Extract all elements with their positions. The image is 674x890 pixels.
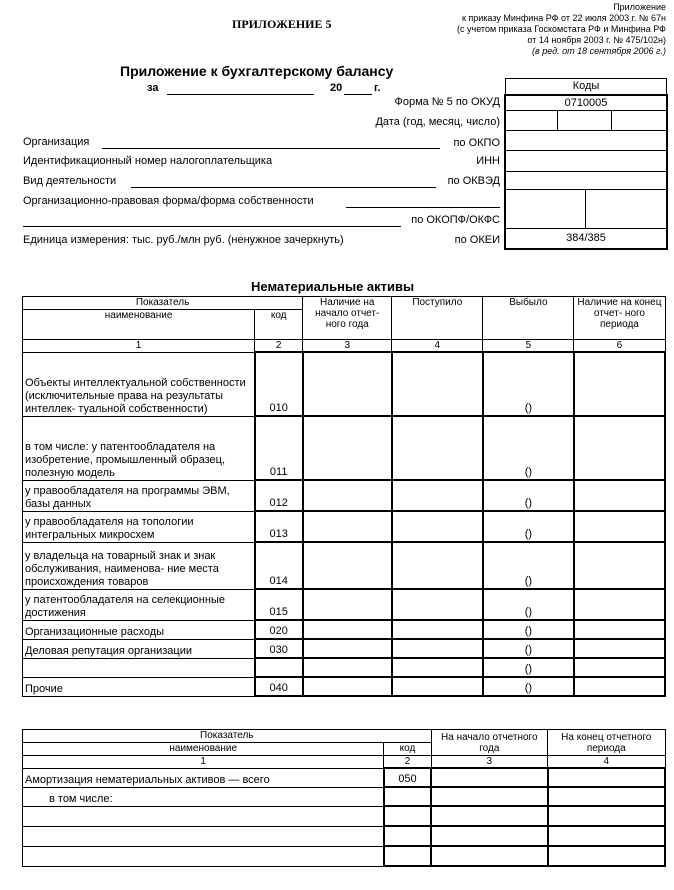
row-name: Организационные расходы bbox=[23, 620, 255, 639]
cell-start[interactable] bbox=[431, 806, 547, 826]
organization-label: Организация bbox=[23, 136, 90, 148]
cell-disposed[interactable]: () bbox=[483, 480, 574, 511]
inn-label: ИНН bbox=[476, 155, 500, 167]
row-code: 020 bbox=[255, 620, 303, 639]
cell-disposed[interactable]: () bbox=[483, 416, 574, 480]
okei-value: 384/385 bbox=[566, 232, 606, 244]
cell-received[interactable] bbox=[392, 352, 483, 416]
row-code: 050 bbox=[384, 768, 431, 787]
cell-received[interactable] bbox=[392, 511, 483, 542]
row-name: Прочие bbox=[23, 677, 255, 696]
table-row bbox=[23, 620, 666, 639]
date-label: Дата (год, месяц, число) bbox=[375, 116, 500, 128]
row-code bbox=[384, 826, 431, 846]
cell-end[interactable] bbox=[574, 352, 665, 416]
th-num: 3 bbox=[431, 756, 547, 769]
order-note bbox=[457, 2, 666, 57]
cell-end[interactable] bbox=[574, 639, 665, 658]
row-code bbox=[384, 846, 431, 866]
order-note-line: к приказу Минфина РФ от 22 июля 2003 г. № 67н bbox=[461, 13, 666, 23]
table-row bbox=[23, 542, 666, 589]
cell-received[interactable] bbox=[392, 677, 483, 696]
period-prefix: за bbox=[147, 82, 159, 94]
cell-start[interactable] bbox=[431, 846, 547, 866]
row-code bbox=[384, 787, 431, 806]
th-name: наименование bbox=[23, 310, 255, 340]
row-name bbox=[23, 846, 384, 866]
cell-end[interactable] bbox=[574, 480, 665, 511]
cell-disposed[interactable]: () bbox=[483, 620, 574, 639]
table-row bbox=[23, 787, 666, 806]
inn-name-label: Идентификационный номер налогоплательщика bbox=[23, 155, 273, 167]
period-suffix: г. bbox=[374, 82, 381, 94]
row-code bbox=[255, 658, 303, 677]
row-code: 011 bbox=[255, 416, 303, 480]
th-num: 4 bbox=[392, 340, 483, 353]
cell-received[interactable] bbox=[392, 542, 483, 589]
amortization-table bbox=[22, 729, 666, 867]
th-num: 1 bbox=[23, 340, 255, 353]
cell-end[interactable] bbox=[574, 542, 665, 589]
row-name: в том числе: bbox=[23, 787, 384, 806]
legal-form-line[interactable] bbox=[346, 207, 500, 208]
cell-disposed[interactable]: () bbox=[483, 511, 574, 542]
th-end: На конец отчетного периода bbox=[548, 730, 665, 756]
period-year: 20 bbox=[330, 82, 343, 94]
cell-received[interactable] bbox=[392, 480, 483, 511]
okved-label: по ОКВЭД bbox=[447, 175, 500, 187]
cell-start[interactable] bbox=[303, 352, 392, 416]
order-note-line: (в ред. от 18 сентября 2006 г.) bbox=[532, 46, 666, 56]
order-note-line: (с учетом приказа Госкомстата РФ и Минфина РФ bbox=[457, 24, 666, 34]
intangibles-table bbox=[22, 296, 666, 697]
activity-line[interactable] bbox=[131, 187, 436, 188]
organization-line[interactable] bbox=[102, 148, 440, 149]
cell-end[interactable] bbox=[548, 806, 665, 826]
cell-received[interactable] bbox=[392, 620, 483, 639]
form-title: Приложение к бухгалтерскому балансу bbox=[120, 63, 394, 79]
order-note-line: Приложение bbox=[613, 2, 666, 12]
th-indicator: Показатель bbox=[23, 730, 432, 743]
table-row bbox=[23, 416, 666, 480]
cell-disposed[interactable]: () bbox=[483, 589, 574, 620]
order-note-line: от 14 ноября 2003 г. № 475/102н) bbox=[527, 35, 666, 45]
cell-start[interactable] bbox=[303, 639, 392, 658]
row-code: 014 bbox=[255, 542, 303, 589]
row-name bbox=[23, 826, 384, 846]
th-start: Наличие на начало отчет- ного года bbox=[303, 297, 392, 340]
cell-start[interactable] bbox=[431, 787, 547, 806]
appendix-title: ПРИЛОЖЕНИЕ 5 bbox=[232, 17, 332, 31]
row-code: 010 bbox=[255, 352, 303, 416]
row-name bbox=[23, 806, 384, 826]
cell-received[interactable] bbox=[392, 589, 483, 620]
cell-end[interactable] bbox=[574, 658, 665, 677]
cell-start[interactable] bbox=[303, 542, 392, 589]
cell-start[interactable] bbox=[303, 658, 392, 677]
th-indicator: Показатель bbox=[23, 297, 303, 310]
row-name bbox=[23, 658, 255, 677]
table1-title: Нематериальные активы bbox=[251, 279, 415, 294]
row-name: Амортизация нематериальных активов — всего bbox=[23, 768, 384, 787]
legal-form-line-2[interactable] bbox=[23, 226, 401, 227]
th-num: 1 bbox=[23, 756, 384, 769]
cell-disposed[interactable]: () bbox=[483, 639, 574, 658]
cell-end[interactable] bbox=[574, 677, 665, 696]
row-name: у патентообладателя на селекционные достижения bbox=[23, 589, 255, 620]
th-num: 2 bbox=[255, 340, 303, 353]
th-num: 4 bbox=[548, 756, 665, 769]
table-row bbox=[23, 589, 666, 620]
table-row bbox=[23, 658, 666, 677]
th-num: 3 bbox=[303, 340, 392, 353]
row-name: в том числе: у патентообладателя на изобретение, промышленный образец, полезную модель bbox=[23, 416, 255, 480]
okopf-label: по ОКОПФ/ОКФС bbox=[411, 214, 500, 226]
unit-label: Единица измерения: тыс. руб./млн руб. (ненужное зачеркнуть) bbox=[23, 234, 344, 246]
cell-end[interactable] bbox=[548, 787, 665, 806]
cell-disposed[interactable]: () bbox=[483, 542, 574, 589]
cell-received[interactable] bbox=[392, 658, 483, 677]
okud-label: Форма № 5 по ОКУД bbox=[394, 96, 500, 108]
cell-end[interactable] bbox=[574, 589, 665, 620]
row-code: 015 bbox=[255, 589, 303, 620]
th-disposed: Выбыло bbox=[483, 297, 574, 340]
cell-start[interactable] bbox=[303, 677, 392, 696]
row-code: 013 bbox=[255, 511, 303, 542]
row-name: у правообладателя на программы ЭВМ, базы данных bbox=[23, 480, 255, 511]
th-num: 5 bbox=[483, 340, 574, 353]
okpo-label: по ОКПО bbox=[453, 137, 500, 149]
row-name: у владельца на товарный знак и знак обслуживания, наименова- ние места происхождения товаров bbox=[23, 542, 255, 589]
cell-received[interactable] bbox=[392, 416, 483, 480]
th-received: Поступило bbox=[392, 297, 483, 340]
cell-start[interactable] bbox=[431, 768, 547, 787]
cell-start[interactable] bbox=[431, 826, 547, 846]
th-end: Наличие на конец отчет- ного периода bbox=[574, 297, 665, 340]
row-name: у правообладателя на топологии интегральных микросхем bbox=[23, 511, 255, 542]
table-row bbox=[23, 352, 666, 416]
table-row bbox=[23, 826, 666, 846]
cell-received[interactable] bbox=[392, 639, 483, 658]
th-code: код bbox=[255, 310, 303, 340]
th-num: 2 bbox=[384, 756, 431, 769]
okei-label: по ОКЕИ bbox=[454, 234, 500, 246]
row-code: 030 bbox=[255, 639, 303, 658]
cell-end[interactable] bbox=[574, 416, 665, 480]
table-row bbox=[23, 677, 666, 696]
cell-start[interactable] bbox=[303, 620, 392, 639]
cell-end[interactable] bbox=[574, 511, 665, 542]
row-name: Объекты интеллектуальной собственности (исключительные права на результаты интеллек- туальной собственности) bbox=[23, 352, 255, 416]
table-row bbox=[23, 846, 666, 866]
table-row bbox=[23, 806, 666, 826]
legal-form-label: Организационно-правовая форма/форма собственности bbox=[23, 195, 314, 207]
cell-end[interactable] bbox=[548, 768, 665, 787]
row-code: 040 bbox=[255, 677, 303, 696]
th-num: 6 bbox=[574, 340, 665, 353]
row-code: 012 bbox=[255, 480, 303, 511]
cell-start[interactable] bbox=[303, 480, 392, 511]
cell-end[interactable] bbox=[548, 846, 665, 866]
period-line[interactable] bbox=[167, 94, 314, 95]
row-code bbox=[384, 806, 431, 826]
cell-start[interactable] bbox=[303, 511, 392, 542]
table-row bbox=[23, 768, 666, 787]
cell-start[interactable] bbox=[303, 589, 392, 620]
cell-disposed[interactable]: () bbox=[483, 352, 574, 416]
codes-title: Коды bbox=[505, 78, 667, 95]
cell-disposed[interactable]: () bbox=[483, 677, 574, 696]
table-row bbox=[23, 480, 666, 511]
table-row bbox=[23, 639, 666, 658]
cell-disposed[interactable]: () bbox=[483, 658, 574, 677]
cell-end[interactable] bbox=[574, 620, 665, 639]
table-row bbox=[23, 511, 666, 542]
codes-box bbox=[504, 94, 668, 250]
th-code: код bbox=[384, 743, 431, 756]
row-name: Деловая репутация организации bbox=[23, 639, 255, 658]
th-name: наименование bbox=[23, 743, 384, 756]
cell-end[interactable] bbox=[548, 826, 665, 846]
year-line[interactable] bbox=[344, 94, 372, 95]
activity-label: Вид деятельности bbox=[23, 175, 117, 187]
okud-value: 0710005 bbox=[564, 97, 608, 109]
th-start: На начало отчетного года bbox=[431, 730, 547, 756]
cell-start[interactable] bbox=[303, 416, 392, 480]
